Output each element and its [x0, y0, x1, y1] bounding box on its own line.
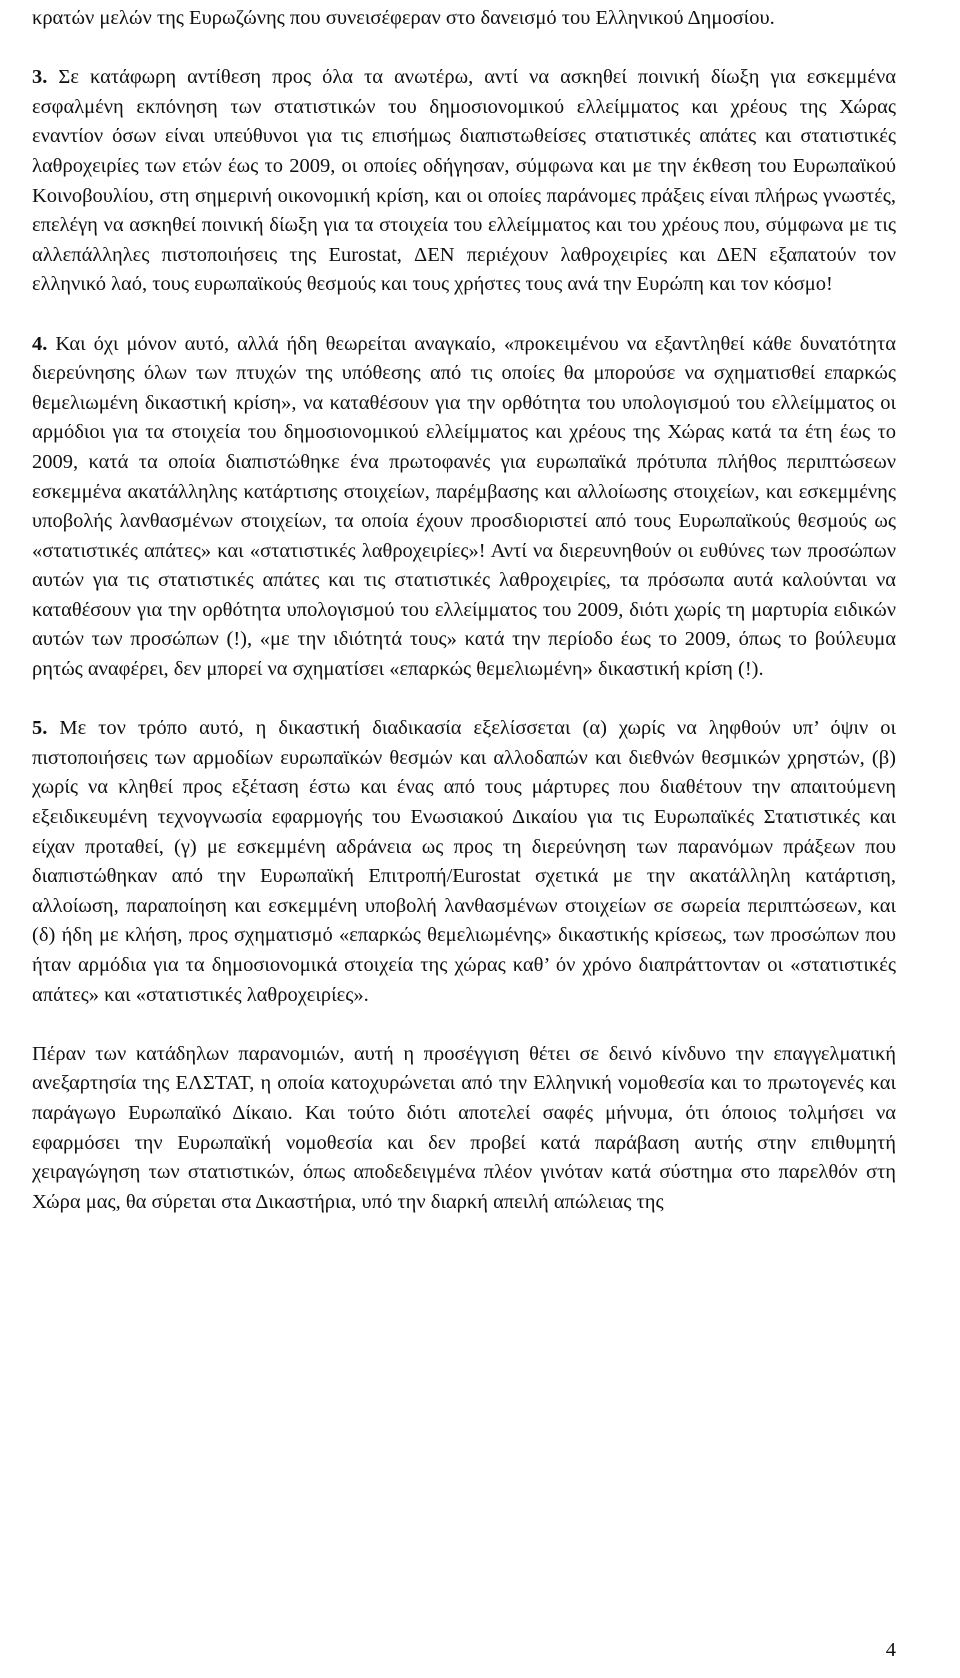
paragraph-text: Πέραν των κατάδηλων παρανομιών, αυτή η προσέγγιση θέτει σε δεινό κίνδυνο την επαγγελματική ανεξαρτησία της ΕΛΣΤΑΤ, η οποία κατοχυρώνεται από την Ελληνική νομοθεσία και το πρωτογενές και παράγωγο Ευρωπαϊκό Δίκαιο. Και τούτο διότι αποτελεί σαφές μήνυμα, ότι όποιος τολμήσει να εφαρμόσει την Ευρωπαϊκή νομοθεσία και δεν προβεί κατά παράβαση αυτής στην επιθυμητή χειραγώγηση των στατιστικών, όπως αποδεδειγμένα πλέον γινόταν κατά σύστημα στο παρελθόν στη Χώρα μας, θα σύρεται στα Δικαστήρια, υπό την διαρκή απειλή απώλειας της [32, 1042, 896, 1213]
paragraph-continuation [32, 4, 896, 34]
paragraph-text: κρατών μελών της Ευρωζώνης που συνεισέφεραν στο δανεισμό του Ελληνικού Δημοσίου. [32, 7, 775, 29]
page-number: 4 [885, 1639, 896, 1661]
paragraph-number: 4. [32, 332, 48, 355]
paragraph-text: Και όχι μόνον αυτό, αλλά ήδη θεωρείται αναγκαίο, «προκειμένου να εξαντληθεί κάθε δυνατότητα διερεύνησης όλων των πτυχών της υπόθεσης από τις οποίες θα μπορούσε να σχηματισθεί επαρκώς θεμελιωμένη δικαστική κρίση», να καταθέσουν για την ορθότητα του υπολογισμού του ελλείμματος οι αρμόδιοι για τα στοιχεία του δημοσιονομικού ελλείμματος και χρέους της Χώρας κατά τα έτη έως το 2009, κατά τα οποία διαπιστώθηκε ένα πρωτοφανές για ευρωπαϊκά πρότυπα πλήθος περιπτώσεων εσκεμμένα ακατάλληλης κατάρτισης στοιχείων, παρέμβασης και αλλοίωσης στοιχείων, και εσκεμμένης υποβολής λανθασμένων στοιχείων, τα οποία έχουν προσδιοριστεί από τους Ευρωπαϊκούς θεσμούς ως «στατιστικές απάτες» και «στατιστικές λαθροχειρίες»! Αντί να διερευνηθούν οι ευθύνες των προσώπων αυτών για τις στατιστικές απάτες και τις στατιστικές λαθροχειρίες, τα πρόσωπα αυτά καλούνται να καταθέσουν για την ορθότητα υπολογισμού του ελλείμματος του 2009, διότι χωρίς τη μαρτυρία ειδικών αυτών των προσώπων (!), «με την ιδιότητά τους» κατά την περίοδο έως το 2009, όπως το βούλευμα ρητώς αναφέρει, δεν μπορεί να σχηματίσει «επαρκώς θεμελιωμένη» δικαστική κρίση (!). [32, 332, 896, 681]
paragraph-3 [32, 63, 896, 300]
paragraph-text: Σε κατάφωρη αντίθεση προς όλα τα ανωτέρω, αντί να ασκηθεί ποινική δίωξη για εσκεμμένα εσφαλμένη εκπόνηση των στατιστικών του δημοσιονομικού ελλείμματος και χρέους της Χώρας εναντίον όσων είναι υπεύθυνοι για τις επισήμως διαπιστωθείσες στατιστικές απάτες και στατιστικές λαθροχειρίες των ετών έως το 2009, οι οποίες οδήγησαν, σύμφωνα και με την έκθεση του Ευρωπαϊκού Κοινοβουλίου, στη σημερινή οικονομική κρίση, και οι οποίες παράνομες πράξεις είναι πλήρως γνωστές, επελέγη να ασκηθεί ποινική δίωξη για τα στοιχεία του ελλείμματος και του χρέους που, σύμφωνα με τις αλλεπάλληλες πιστοποιήσεις της Eurostat, ΔΕΝ περιέχουν λαθροχειρίες και ΔΕΝ εξαπατούν τον ελληνικό λαό, τους ευρωπαϊκούς θεσμούς και τους χρήστες τους ανά την Ευρώπη και τον κόσμο! [32, 66, 896, 296]
paragraph-4 [32, 330, 896, 685]
paragraph-text: Με τον τρόπο αυτό, η δικαστική διαδικασία εξελίσσεται (α) χωρίς να ληφθούν υπ’ όψιν οι πιστοποιήσεις των αρμοδίων ευρωπαϊκών θεσμών και αλλοδαπών και διεθνών θεσμικών χρηστών, (β) χωρίς να κληθεί προς εξέταση έστω και ένας από τους μάρτυρες που διαθέτουν την απαιτούμενη εξειδικευμένη τεχνογνωσία εφαρμογής του Ενωσιακού Δικαίου για τις Ευρωπαϊκές Στατιστικές και είχαν προταθεί, (γ) με εσκεμμένη αδράνεια ως προς τη διερεύνηση των παρανόμων πράξεων που διαπιστώθηκαν από την Ευρωπαϊκή Επιτροπή/Eurostat σχετικά με την ακατάλληλη κατάρτιση, αλλοίωση, παραποίηση και εσκεμμένη υποβολή λανθασμένων στοιχείων σε σωρεία περιπτώσεων, και (δ) ήδη με κλήση, προς σχηματισμό «επαρκώς θεμελιωμένης» δικαστικής κρίσεως, των προσώπων που ήταν αρμόδια για τα δημοσιονομικά στοιχεία της χώρας καθ’ όν χρόνο διαπράττονταν οι «στατιστικές απάτες» και «στατιστικές λαθροχειρίες». [32, 717, 896, 1006]
paragraph-number: 3. [32, 66, 48, 89]
paragraph-number: 5. [32, 717, 48, 740]
paragraph-5 [32, 714, 896, 1010]
paragraph-closing [32, 1040, 896, 1218]
